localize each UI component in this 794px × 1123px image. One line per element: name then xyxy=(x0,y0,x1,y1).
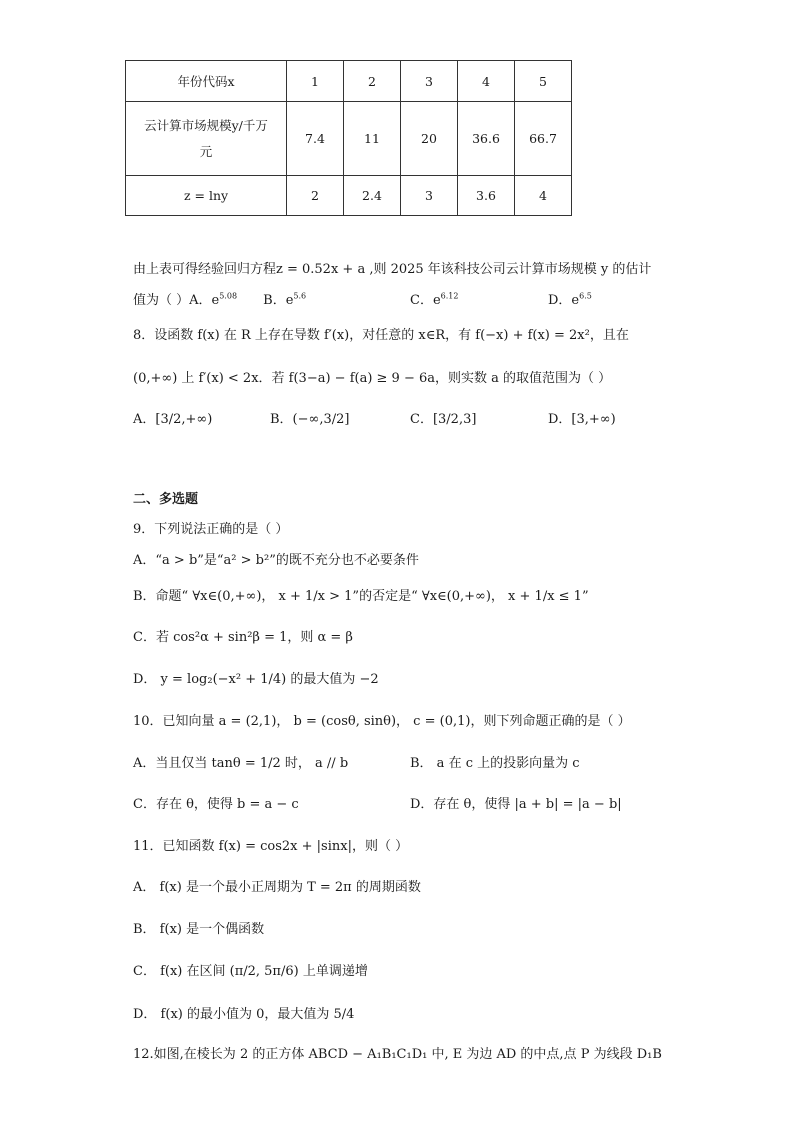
table-cell: 7.4 xyxy=(287,102,344,176)
table-cell: 5 xyxy=(515,61,572,102)
table-cell: 20 xyxy=(401,102,458,176)
table-cell: 2.4 xyxy=(344,176,401,216)
q9-stem: 9．下列说法正确的是（ ） xyxy=(133,522,289,537)
q8-option-c: C．[3/2,3] xyxy=(410,412,477,427)
table-cell: 3 xyxy=(401,61,458,102)
q8-option-a: A．[3/2,+∞) xyxy=(133,412,213,427)
q8-line1: 8．设函数 f(x) 在 R 上存在导数 f′(x)，对任意的 x∈R，有 f(−x) + f(x) = 2x²，且在 xyxy=(133,328,629,343)
table-cell: 36.6 xyxy=(458,102,515,176)
q8-option-d: D．[3,+∞) xyxy=(548,412,616,427)
q9-option-a: A．“a > b”是“a² > b²”的既不充分也不必要条件 xyxy=(133,553,419,568)
q11-option-c: C． f(x) 在区间 (π/2, 5π/6) 上单调递增 xyxy=(133,964,368,979)
q7-optB-exp: 5.6 xyxy=(293,291,307,301)
q10-option-b: B． a 在 c 上的投影向量为 c xyxy=(410,756,580,771)
table-cell-line: 元 xyxy=(199,143,213,159)
q12-stem: 12.如图,在棱长为 2 的正方体 ABCD − A₁B₁C₁D₁ 中, E 为边 AD 的中点,点 P 为线段 D₁B xyxy=(133,1047,662,1062)
q11-option-d: D． f(x) 的最小值为 0，最大值为 5/4 xyxy=(133,1007,355,1022)
q10-option-a: A．当且仅当 tanθ = 1/2 时， a // b xyxy=(133,756,349,771)
q9-option-d: D． y = log₂(−x² + 1/4) 的最大值为 −2 xyxy=(133,672,379,687)
data-table xyxy=(125,60,572,216)
q7-optD-wrap xyxy=(548,289,592,308)
q7-prefix-optA: 值为（ ）A．e xyxy=(133,293,220,308)
table-row xyxy=(126,61,572,102)
table-cell: 3 xyxy=(401,176,458,216)
table-cell-line: 云计算市场规模y/千万 xyxy=(144,117,268,133)
q11-option-b: B． f(x) 是一个偶函数 xyxy=(133,922,265,937)
q8-option-b: B．(−∞,3/2] xyxy=(270,412,350,427)
q8-line2: (0,+∞) 上 f′(x) < 2x．若 f(3−a) − f(a) ≥ 9 − 6a，则实数 a 的取值范围为（ ） xyxy=(133,371,612,386)
q7-optC-exp: 6.12 xyxy=(440,291,459,301)
q10-option-d: D．存在 θ，使得 |a + b| = |a − b| xyxy=(410,797,622,812)
table-cell: 3.6 xyxy=(458,176,515,216)
section-title: 二、多选题 xyxy=(133,492,199,507)
q10-stem: 10．已知向量 a = (2,1)， b = (cosθ, sinθ)， c = (0,1)，则下列命题正确的是（ ） xyxy=(133,714,631,729)
table-row xyxy=(126,176,572,216)
table-cell: 2 xyxy=(344,61,401,102)
q7-optA-exp: 5.08 xyxy=(219,291,238,301)
q11-stem: 11．已知函数 f(x) = cos2x + |sinx|，则（ ） xyxy=(133,839,409,854)
q7-optD: D．e xyxy=(548,293,580,308)
q7-optC-wrap xyxy=(410,289,458,308)
table-cell: 1 xyxy=(287,61,344,102)
table-row xyxy=(126,102,572,176)
q7-optC: C．e xyxy=(410,293,441,308)
table-cell: z = lny xyxy=(126,176,287,216)
table-cell: 66.7 xyxy=(515,102,572,176)
q9-option-c: C．若 cos²α + sin²β = 1，则 α = β xyxy=(133,630,353,645)
q10-option-c: C．存在 θ，使得 b = a − c xyxy=(133,797,299,812)
table-cell: 4 xyxy=(515,176,572,216)
table-cell xyxy=(126,102,287,176)
q7-optD-exp: 6.5 xyxy=(579,291,592,301)
table-cell: 4 xyxy=(458,61,515,102)
q7-optB: B．e xyxy=(263,293,294,308)
q7-line1: 由上表可得经验回归方程z = 0.52x + a ,则 2025 年该科技公司云计算市场规模 y 的估计 xyxy=(133,262,652,277)
q7-line2 xyxy=(133,289,306,308)
table-cell: 11 xyxy=(344,102,401,176)
table-cell: 2 xyxy=(287,176,344,216)
q11-option-a: A． f(x) 是一个最小正周期为 T = 2π 的周期函数 xyxy=(133,880,421,895)
q9-option-b: B．命题“ ∀x∈(0,+∞)， x + 1/x > 1”的否定是“ ∀x∈(0,+∞)， x + 1/x ≤ 1” xyxy=(133,589,589,604)
table-cell: 年份代码x xyxy=(126,61,287,102)
